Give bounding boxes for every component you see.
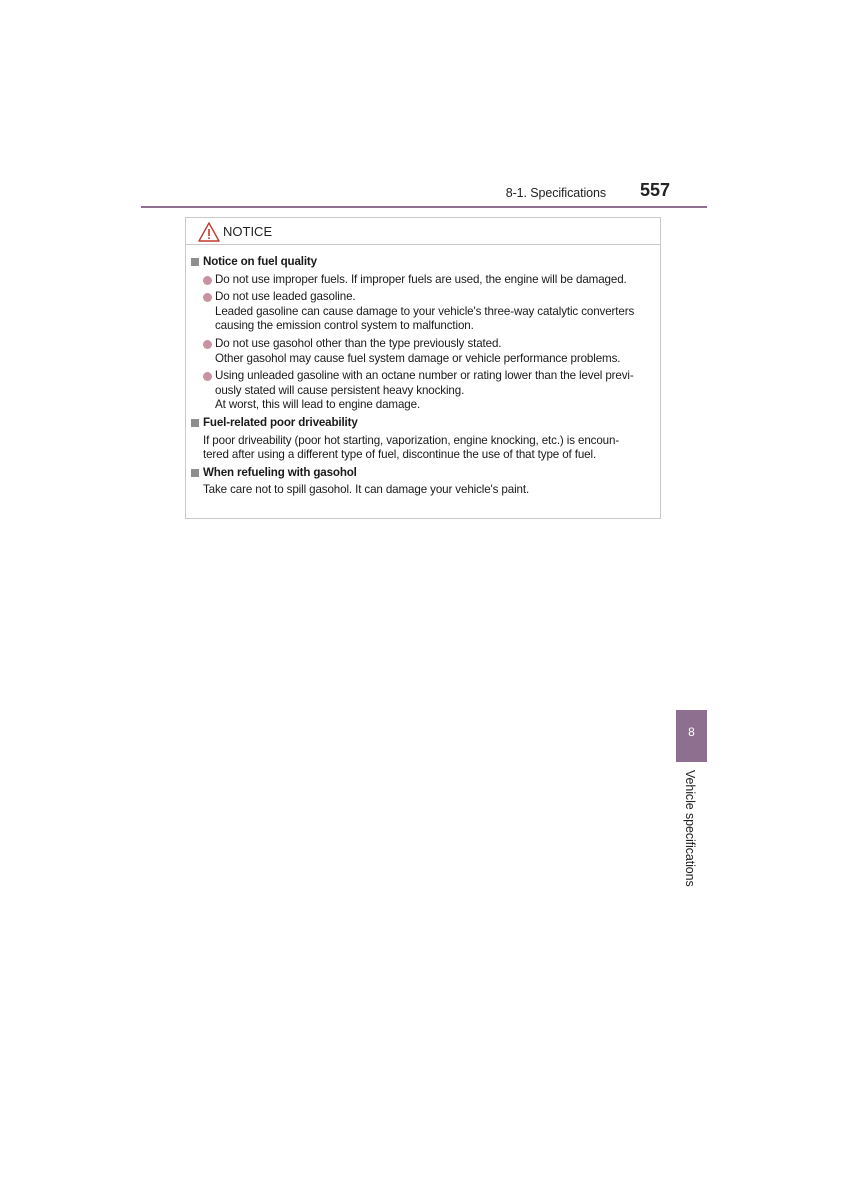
item-text: Do not use improper fuels. If improper fuels are used, the engine will be damaged. <box>215 272 627 286</box>
section-paragraph <box>186 483 660 498</box>
section-paragraph <box>186 434 660 463</box>
section-refueling <box>186 466 660 498</box>
circle-bullet-icon <box>203 293 212 302</box>
list-item <box>186 369 660 413</box>
section-driveability <box>186 416 660 463</box>
section-heading-text: Notice on fuel quality <box>203 255 317 268</box>
list-item <box>186 273 660 288</box>
chapter-label: Vehicle specifications <box>683 770 697 887</box>
page-number: 557 <box>639 180 670 200</box>
chapter-tab <box>676 710 707 762</box>
square-bullet-icon <box>191 469 199 477</box>
circle-bullet-icon <box>203 372 212 381</box>
circle-bullet-icon <box>203 276 212 285</box>
section-fuel-quality <box>186 255 660 413</box>
chapter-number: 8 <box>688 725 695 739</box>
circle-bullet-icon <box>203 340 212 349</box>
item-text: ously stated will cause persistent heavy knocking. <box>215 383 465 397</box>
item-text: Other gasohol may cause fuel system damage or vehicle performance problems. <box>215 351 621 365</box>
section-heading <box>186 466 660 481</box>
item-text: Do not use leaded gasoline. <box>215 290 356 304</box>
section-title: 8-1. Specifications <box>505 186 606 200</box>
section-heading <box>186 255 660 270</box>
list-item <box>186 290 660 334</box>
notice-label: NOTICE <box>223 224 273 239</box>
square-bullet-icon <box>191 258 199 266</box>
item-text: Do not use gasohol other than the type previously stated. <box>215 336 502 350</box>
paragraph-text: tered after using a different type of fuel, discontinue the use of that type of fuel. <box>203 448 597 462</box>
section-heading <box>186 416 660 431</box>
paragraph-text: If poor driveability (poor hot starting, vaporization, engine knocking, etc.) is encoun- <box>203 433 620 447</box>
item-text: At worst, this will lead to engine damage. <box>215 398 421 412</box>
notice-body <box>186 255 660 501</box>
item-text: Leaded gasoline can cause damage to your vehicle's three-way catalytic converters <box>215 304 635 318</box>
notice-box <box>185 217 661 519</box>
list-item <box>186 337 660 366</box>
section-heading-text: When refueling with gasohol <box>203 465 357 479</box>
item-text: Using unleaded gasoline with an octane number or rating lower than the level previ- <box>215 369 634 383</box>
item-text: causing the emission control system to malfunction. <box>215 319 474 333</box>
warning-triangle-icon <box>198 222 220 242</box>
paragraph-text: Take care not to spill gasohol. It can damage your vehicle's paint. <box>203 483 530 497</box>
notice-header <box>186 218 660 245</box>
square-bullet-icon <box>191 419 199 427</box>
section-heading-text: Fuel-related poor driveability <box>203 415 358 429</box>
header-divider <box>141 206 707 208</box>
